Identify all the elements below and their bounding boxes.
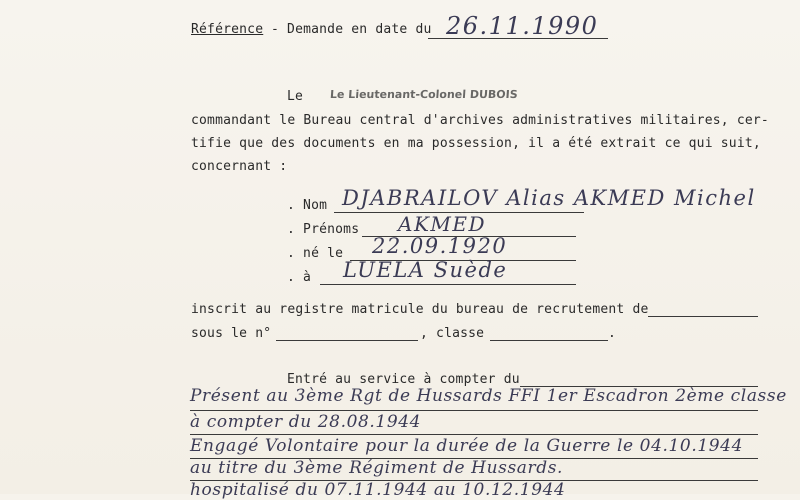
officer-stamp: Le Lieutenant-Colonel DUBOIS — [329, 88, 519, 101]
request-date-line — [428, 38, 608, 39]
a-line — [320, 284, 576, 285]
reference-label: Référence — [191, 22, 264, 37]
body-line-3: concernant : — [191, 159, 288, 174]
nom-label: . Nom — [287, 198, 328, 213]
a-label: . à — [287, 270, 312, 285]
body-line-1: commandant le Bureau central d'archives administratives militaires, cer- — [191, 113, 769, 128]
ne-le-label: . né le — [287, 246, 344, 261]
entre-label: Entré au service à compter du — [287, 372, 520, 387]
prenoms-label: . Prénoms — [287, 222, 360, 237]
service-line-3: Engagé Volontaire pour la durée de la Guerre le 04.10.1944 — [190, 436, 744, 456]
ne-le-value: 22.09.1920 — [372, 234, 508, 258]
bureau-line — [648, 316, 758, 317]
service-line-1: Présent au 3ème Rgt de Hussards FFI 1er Escadron 2ème classe — [190, 386, 787, 406]
stamp-prefix: Le — [287, 89, 304, 104]
sous-le-label: sous le n° — [191, 326, 272, 341]
service-rule-2 — [190, 434, 758, 435]
service-line-4: au titre du 3ème Régiment de Hussards. — [190, 458, 564, 478]
a-value: LUELA Suède — [343, 258, 508, 282]
classe-line — [490, 340, 608, 341]
service-rule-1 — [190, 410, 758, 411]
reference-text: - Demande en date du — [271, 22, 432, 37]
registration-text: inscrit au registre matricule du bureau de recrutement de — [191, 302, 649, 317]
numero-line — [276, 340, 418, 341]
request-date: 26.11.1990 — [446, 12, 599, 40]
classe-label: , classe — [420, 326, 485, 341]
nom-value: DJABRAILOV Alias AKMED Michel — [342, 186, 756, 210]
service-line-5: hospitalisé du 07.11.1944 au 10.12.1944 — [190, 480, 566, 500]
registration-end: . — [608, 326, 617, 341]
service-line-2: à compter du 28.08.1944 — [190, 412, 422, 432]
prenoms-value: AKMED — [398, 212, 486, 236]
body-line-2: tifie que des documents en ma possession, il a été extrait ce qui suit, — [191, 136, 761, 151]
